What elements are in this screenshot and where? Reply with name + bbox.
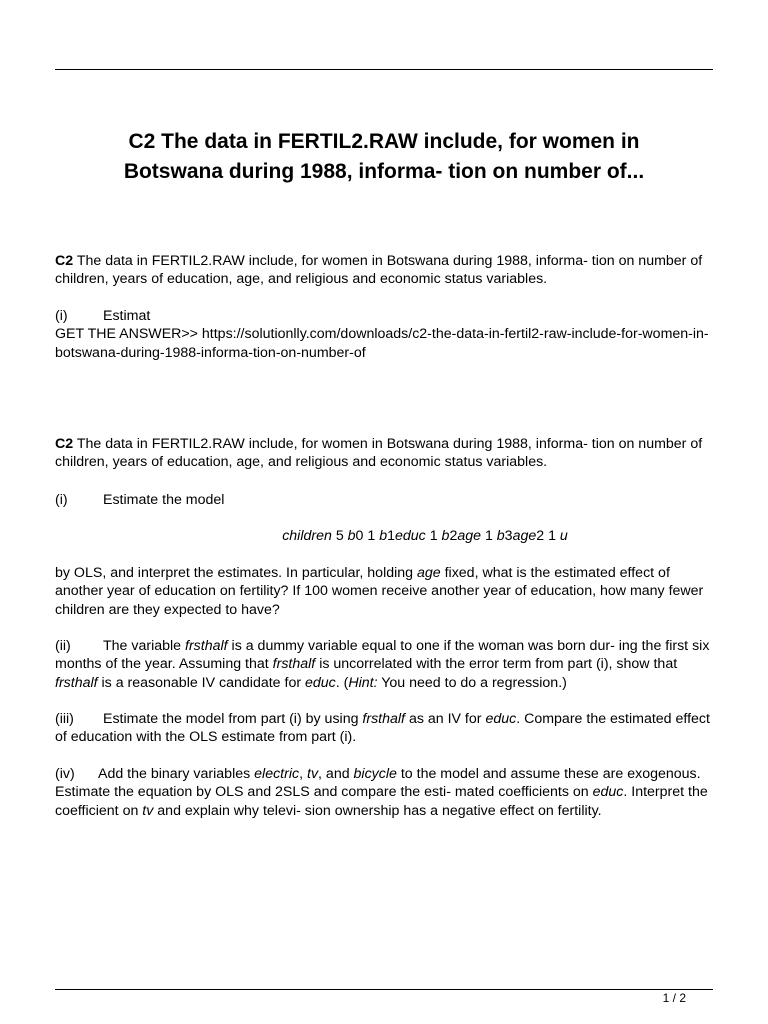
bottom-divider bbox=[55, 989, 713, 990]
part-ii-var: educ bbox=[305, 674, 336, 691]
part-iv-text: . Interpret the coefficient on bbox=[55, 784, 708, 819]
ols-text: fixed, what is the estimated effect of another year of education on fertility? If 100 women receive another year of education, how many fewer children are they expected to have? bbox=[55, 565, 704, 618]
title-line-2: Botswana during 1988, informa- tion on number of... bbox=[123, 160, 645, 183]
part-iv-label: (iv) bbox=[55, 766, 75, 782]
intro-text: The data in FERTIL2.RAW include, for women in Botswana during 1988, informa- tion on number of children, years of education, age, and religious and economic status variables. bbox=[55, 253, 703, 288]
eq-beta: b bbox=[441, 528, 450, 544]
eq-beta: b bbox=[347, 528, 356, 544]
part-iv-text: , bbox=[299, 766, 307, 782]
ols-text: by OLS, and interpret the estimates. In particular, holding bbox=[55, 565, 417, 581]
body-intro-label: C2 bbox=[55, 436, 74, 452]
teaser-paragraph bbox=[55, 307, 713, 362]
part-iii-paragraph bbox=[55, 710, 713, 747]
part-ii-text: is uncorrelated with the error term from part (i), show that bbox=[315, 656, 678, 673]
part-iv-text: , and bbox=[318, 766, 354, 782]
page-number: 1 / 2 bbox=[662, 991, 686, 1005]
part-ii-var: frsthalf bbox=[55, 674, 98, 691]
part-iv-var: bicycle bbox=[353, 766, 397, 782]
eq-text: 5 bbox=[331, 528, 348, 544]
part-iii-text: Estimate the model from part (i) by using bbox=[103, 711, 363, 727]
teaser-line bbox=[55, 307, 713, 325]
part-ii-text: is a reasonable IV candidate for bbox=[97, 674, 306, 691]
part-iv-text: and explain why televi- sion ownership has a negative effect on fertility. bbox=[153, 802, 602, 819]
intro-paragraph bbox=[55, 252, 713, 289]
title-line-1: C2 The data in FERTIL2.RAW include, for women in bbox=[128, 130, 640, 153]
part-iv-paragraph bbox=[55, 765, 713, 820]
part-i-paragraph bbox=[55, 491, 713, 509]
part-ii-paragraph bbox=[55, 637, 713, 692]
part-iii-var: frsthalf bbox=[362, 711, 405, 727]
get-answer-link[interactable]: GET THE ANSWER>> https://solutionlly.com/downloads/c2-the-data-in-fertil2-raw-include-for-women-in-botswana-during-1988-informa-tion-on-number-of bbox=[55, 326, 709, 361]
eq-text: 3 bbox=[504, 528, 513, 544]
teaser-label: (i) bbox=[55, 308, 68, 324]
part-iii-var: educ bbox=[485, 711, 517, 727]
part-iv-text: to the model and assume these are exogenous. Estimate the equation by OLS and 2SLS and compare the esti- mated coefficients on bbox=[55, 766, 701, 801]
part-iii-text: . Compare the estimated effect of education with the OLS estimate from part (i). bbox=[55, 711, 710, 746]
eq-text: 1 bbox=[481, 528, 497, 544]
teaser-text: Estimat bbox=[103, 308, 151, 324]
eq-text: 0 1 bbox=[355, 528, 380, 544]
part-iv-var: tv bbox=[142, 802, 154, 819]
eq-error: u bbox=[559, 528, 568, 544]
part-ii-text: You need to do a regression.) bbox=[377, 674, 567, 691]
body-intro-text: The data in FERTIL2.RAW include, for women in Botswana during 1988, informa- tion on number of children, years of education, age, and religious and economic status variables. bbox=[55, 436, 703, 471]
part-ii-text: is a dummy variable equal to one if the woman was born dur- ing the first six months of the year. Assuming that bbox=[55, 638, 710, 673]
part-iii-label: (iii) bbox=[55, 711, 74, 727]
eq-educ: educ bbox=[395, 528, 426, 544]
eq-age-squared: age bbox=[512, 528, 537, 544]
part-ii-text: . ( bbox=[335, 674, 349, 691]
part-iv-var: tv bbox=[307, 766, 319, 782]
document-title bbox=[55, 127, 713, 187]
eq-text: 1 bbox=[387, 528, 395, 544]
part-i-text: Estimate the model bbox=[103, 492, 225, 508]
part-iv-text: Add the binary variables bbox=[98, 766, 255, 782]
model-equation bbox=[55, 527, 713, 545]
intro-label: C2 bbox=[55, 253, 74, 269]
part-iii-text: as an IV for bbox=[405, 711, 486, 727]
eq-age: age bbox=[457, 528, 481, 544]
eq-text: 1 bbox=[425, 528, 442, 544]
ols-paragraph bbox=[55, 564, 713, 619]
eq-beta: b bbox=[379, 528, 388, 544]
part-ii-text: The variable bbox=[103, 638, 186, 654]
part-ii-var: frsthalf bbox=[185, 638, 228, 654]
eq-beta: b bbox=[496, 528, 505, 544]
part-ii-var: frsthalf bbox=[272, 656, 316, 673]
eq-children: children bbox=[282, 528, 332, 544]
eq-text: 2 1 bbox=[536, 528, 560, 544]
part-iv-var: electric bbox=[254, 766, 300, 782]
ols-var-age: age bbox=[416, 565, 441, 581]
body-intro-paragraph bbox=[55, 435, 713, 472]
part-ii-label: (ii) bbox=[55, 638, 71, 654]
part-i-label: (i) bbox=[55, 492, 68, 508]
eq-text: 2 bbox=[449, 528, 458, 544]
part-iv-var: educ bbox=[592, 784, 624, 801]
top-divider bbox=[55, 69, 713, 70]
part-ii-hint: Hint: bbox=[348, 674, 378, 691]
